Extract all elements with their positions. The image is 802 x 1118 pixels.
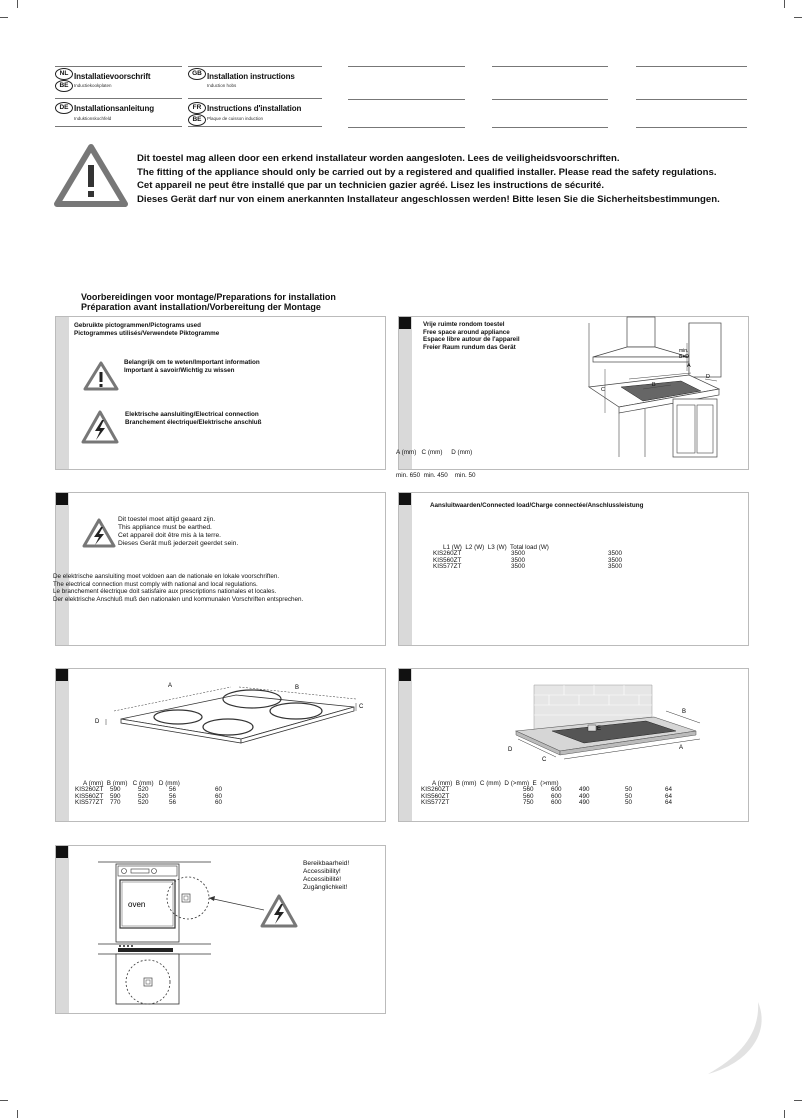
free-space-dimensions	[396, 434, 475, 494]
dimensions-header: A (mm) C (mm) D (mm)	[396, 449, 473, 456]
value-cell: 600	[551, 786, 562, 793]
crop-mark	[0, 1100, 8, 1101]
dim-label-e: E	[597, 726, 602, 732]
lang-subtitle-fr: Plaque de cuisson induction	[207, 116, 264, 121]
preparations-title-line: Préparation avant installation/Vorbereitung der Montage	[81, 302, 321, 312]
step-marker	[399, 493, 411, 505]
connected-load-title: Aansluitwaarden/Connected load/Charge connectée/Anschlussleistung	[430, 502, 644, 509]
warning-line: The fitting of the appliance should only be carried out by a registered and qualified installer. Please read the safety regulations.	[137, 166, 717, 178]
pictograms-title-line: Gebruikte pictogrammen/Pictograms used	[74, 322, 202, 329]
free-space-title-line: Espace libre autour de l'appareil	[423, 336, 520, 343]
warning-triangle-icon	[55, 144, 127, 206]
value-cell: 64	[665, 786, 673, 793]
pictograms-title-line: Pictogrammes utilisés/Verwendete Piktogramme	[74, 329, 220, 337]
panel-side-bar	[56, 317, 69, 469]
important-info-text	[124, 359, 260, 374]
dim-label-d: D	[508, 747, 513, 753]
lang-title-gb: Installation instructions	[207, 72, 295, 81]
connected-load-table	[433, 551, 622, 571]
dim-label-b: B	[295, 685, 300, 691]
important-info-line: Belangrijk om te weten/Important information	[124, 359, 260, 366]
model-cell: KIS260ZT	[421, 786, 450, 793]
accessibility-panel	[55, 845, 386, 1014]
value-cell: 56	[169, 799, 177, 807]
panel-side-bar	[399, 493, 412, 645]
hob-dimensions-header: A (mm) B (mm) C (mm) D (mm)	[83, 780, 180, 787]
value-cell: 560	[523, 786, 534, 793]
step-marker	[399, 669, 411, 681]
value-cell: 490	[579, 786, 590, 793]
lang-subtitle-nl: Inductiekookplaten	[74, 83, 112, 88]
model-cell: KIS260ZT	[433, 550, 462, 557]
dim-label-c: C	[542, 757, 547, 763]
header-rule	[636, 99, 747, 100]
header-rule	[55, 126, 182, 127]
lang-badge-nl: NL	[55, 68, 73, 80]
header-rule	[636, 66, 747, 67]
value-cell: 50	[625, 799, 633, 807]
earthing-line: Cet appareil doit être mis à la terre.	[118, 532, 221, 539]
header-rule	[188, 98, 322, 99]
lang-subtitle-de: Induktionskochfeld	[74, 116, 112, 121]
table-row	[433, 551, 622, 558]
value-cell: 590	[110, 792, 121, 800]
kitchen-clearance-diagram	[569, 317, 747, 467]
value-cell: 490	[579, 799, 590, 807]
regulations-line: De elektrische aansluiting moet voldoen aan de nationale en lokale voorschriften.	[53, 573, 280, 580]
value-cell: 56	[169, 786, 177, 793]
regulations-line: Le branchement électrique doit satisfaire aux prescriptions nationales et locales.	[53, 588, 277, 595]
model-cell: KIS560ZT	[75, 792, 104, 800]
value-cell: 520	[138, 786, 149, 793]
lang-badge-be: BE	[55, 80, 73, 92]
lang-subtitle-gb: Induction hobs	[207, 83, 237, 88]
header-rule	[636, 127, 747, 128]
hob-dimensions-table	[75, 787, 222, 807]
table-row	[75, 800, 222, 807]
dim-label-d: D	[95, 719, 100, 725]
lang-title-nl: Installatievoorschrift	[74, 72, 151, 81]
cutout-diagram	[504, 681, 704, 765]
header-rule	[55, 98, 182, 99]
table-row	[433, 558, 622, 565]
value-cell: 56	[169, 792, 177, 800]
header-rule	[348, 66, 465, 67]
crop-mark	[17, 0, 18, 8]
connected-load-header: L1 (W) L2 (W) L3 (W) Total load (W)	[443, 544, 549, 551]
hob-dimensions-diagram	[86, 681, 376, 761]
header-rule	[348, 127, 465, 128]
free-space-title-line: Free space around appliance	[423, 328, 510, 336]
panel-side-bar	[399, 669, 412, 821]
connected-load-panel	[398, 492, 749, 646]
electrical-hazard-icon	[81, 410, 119, 444]
earthing-text	[118, 516, 238, 548]
lang-badge-de: DE	[55, 102, 73, 114]
dim-label-a: A	[679, 745, 684, 751]
oven-label: oven	[128, 900, 146, 909]
model-cell: KIS560ZT	[433, 556, 462, 564]
electrical-connection-line: Elektrische aansluiting/Electrical connection	[125, 411, 259, 418]
dim-label-c: C	[359, 704, 364, 710]
value-cell: 3500	[511, 550, 526, 557]
free-space-title	[423, 321, 520, 351]
table-row	[433, 564, 622, 571]
pictograms-title	[74, 322, 219, 337]
header-rule	[55, 66, 182, 67]
dim-label-c: C	[601, 387, 605, 393]
value-cell: 590	[110, 786, 121, 793]
earthing-panel	[55, 492, 386, 646]
lang-badge-fr: FR	[188, 102, 206, 114]
value-cell: 600	[551, 799, 562, 807]
crop-mark	[794, 1100, 802, 1101]
panel-side-bar	[56, 493, 69, 645]
cutout-panel	[398, 668, 749, 822]
value-cell: 64	[665, 792, 673, 800]
earthing-line: Dieses Gerät muß jederzeit geerdet sein.	[118, 540, 239, 547]
dim-label-b: B	[652, 382, 656, 388]
step-marker	[56, 669, 68, 681]
free-space-panel	[396, 316, 749, 479]
header-rule	[492, 99, 608, 100]
cutout-header: A (mm) B (mm) C (mm) D (>mm) E (>mm)	[432, 780, 559, 787]
model-cell: KIS577ZT	[433, 563, 462, 571]
preparations-title-line: Voorbereidingen voor montage/Preparations for installation	[81, 292, 336, 302]
table-row	[421, 800, 672, 807]
warning-line: Dit toestel mag alleen door een erkend installateur worden aangesloten. Lees de veiligheidsvoorschriften.	[137, 153, 620, 164]
regulations-line: Der elektrische Anschluß muß den nationalen und kommunalen Vorschriften entsprechen.	[53, 595, 304, 603]
panel-side-bar	[56, 846, 69, 1013]
hob-dimensions-panel	[55, 668, 386, 822]
lang-title-fr: Instructions d'installation	[207, 104, 302, 113]
value-cell: 520	[138, 792, 149, 800]
regulations-line: The electrical connection must comply with national and local regulations.	[53, 580, 258, 588]
step-marker	[56, 493, 68, 505]
table-row	[421, 794, 672, 801]
dimensions-values: min. 650 min. 450 min. 50	[396, 471, 476, 479]
cutout-table	[421, 787, 672, 807]
header-rule	[348, 99, 465, 100]
important-info-line: Important à savoir/Wichtig zu wissen	[124, 366, 235, 374]
preparations-title	[81, 292, 336, 312]
panel-side-bar	[56, 669, 69, 821]
warning-line: Dieses Gerät darf nur von einem anerkannten Installateur angeschlossen werden! Bitte lesen Sie die Sicherheitsbestimmungen.	[137, 193, 720, 205]
electrical-hazard-icon	[82, 518, 116, 548]
accessibility-diagram	[96, 858, 266, 1010]
electrical-connection-text	[125, 411, 261, 426]
model-cell: KIS560ZT	[421, 792, 450, 800]
important-info-icon	[83, 361, 119, 391]
value-cell: 3500	[608, 550, 623, 557]
accessibility-line: Bereikbaarheid!	[303, 860, 350, 867]
accessibility-line: Accessibilité!	[303, 876, 342, 883]
dim-label-bd: B+D	[679, 354, 689, 360]
earthing-line: This appliance must be earthed.	[118, 524, 212, 531]
accessibility-text	[303, 860, 349, 892]
electrical-hazard-icon	[260, 894, 298, 928]
value-cell: 3500	[511, 563, 526, 571]
value-cell: 520	[138, 799, 149, 807]
accessibility-line: Accessibility!	[303, 868, 341, 875]
lang-title-de: Installationsanleitung	[74, 104, 155, 113]
dim-label-b: B	[682, 709, 687, 715]
crop-mark	[0, 17, 8, 18]
step-marker	[399, 317, 411, 329]
swoosh-logo-icon	[700, 1000, 770, 1080]
accessibility-line: Zugänglichkeit!	[303, 884, 348, 891]
safety-warning	[137, 152, 720, 206]
dim-label-a: A	[168, 683, 173, 689]
value-cell: 600	[551, 792, 562, 800]
table-row	[421, 787, 672, 794]
value-cell: 3500	[511, 556, 526, 564]
regulations-text	[53, 573, 303, 603]
dim-label-min: min.	[679, 348, 689, 354]
model-cell: KIS577ZT	[75, 799, 104, 807]
electrical-connection-line: Branchement électrique/Elektrische anschluß	[125, 418, 262, 426]
value-cell: 770	[110, 799, 121, 807]
value-cell: 3500	[608, 563, 623, 571]
earthing-line: Dit toestel moet altijd geaard zijn.	[118, 516, 216, 523]
value-cell: 64	[665, 799, 673, 807]
header-rule	[492, 127, 608, 128]
step-marker	[56, 846, 68, 858]
model-cell: KIS260ZT	[75, 786, 104, 793]
value-cell: 50	[625, 792, 633, 800]
lang-badge-gb: GB	[188, 68, 206, 80]
crop-mark	[794, 17, 802, 18]
dim-label-d: D	[706, 374, 710, 380]
crop-mark	[17, 1110, 18, 1118]
value-cell: 490	[579, 792, 590, 800]
header-rule	[492, 66, 608, 67]
header-rule	[188, 126, 322, 127]
free-space-title-line: Vrije ruimte rondom toestel	[423, 321, 505, 328]
lang-badge-be2: BE	[188, 114, 206, 126]
pictograms-panel	[55, 316, 386, 470]
crop-mark	[784, 0, 785, 8]
dim-label-a: A	[687, 363, 691, 369]
crop-mark	[784, 1110, 785, 1118]
value-cell: 60	[215, 792, 223, 800]
value-cell: 50	[625, 786, 633, 793]
model-cell: KIS577ZT	[421, 799, 450, 807]
warning-line: Cet appareil ne peut être installé que par un technicien gazier agréé. Lisez les instructions de sécurité.	[137, 180, 605, 192]
value-cell: 750	[523, 799, 534, 807]
value-cell: 560	[523, 792, 534, 800]
free-space-title-line: Freier Raum rundum das Gerät	[423, 343, 516, 351]
value-cell: 60	[215, 799, 223, 807]
value-cell: 3500	[608, 556, 623, 564]
header-rule	[188, 66, 322, 67]
value-cell: 60	[215, 786, 223, 793]
